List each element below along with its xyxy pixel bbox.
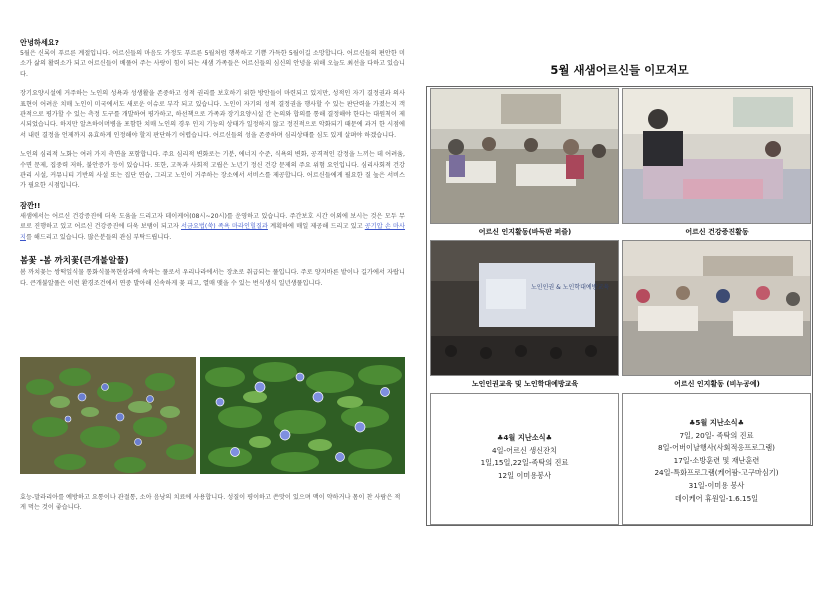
april-news-line: 1일,15일,22일-족탁의 진료 xyxy=(480,458,569,468)
may-news xyxy=(622,417,811,505)
april-news xyxy=(430,432,619,482)
may-news-line: 8일-어버이날행사(사회적응프로그램) xyxy=(658,443,775,453)
notice-link-footbath[interactable]: 서금요법(쑥) 족욕 마라인힐질과 xyxy=(181,223,268,231)
notice-title: 잠깐!! xyxy=(20,200,41,210)
activity-photo-puzzle xyxy=(430,88,619,224)
activity-photo-education xyxy=(430,240,619,376)
flower-photos xyxy=(20,357,405,474)
caption-puzzle: 어르신 인지활동(바둑판 퍼즐) xyxy=(478,228,572,236)
intro-paragraph-2: 장기요양시설에 거주하는 노인의 성욕과 성생활을 존중하고 성적 권리를 보호하기 위한 방안들이 마련되고 있지만, 성적인 자기 결정권과 의사 표현이 어려운 치매 노인이 미국에서도 새로운 이슈로 부각 되고 있습니다. 노인이 자기의 성적 결정권을 행사할 수 있는 판단력을 가졌는지 객관적으로 평가할 수 있는 측정 도구를 개발하여 평가하고, 하선책으로 가족과 장기요양시설 간 논의와 합의를 통해 결정해야 한다는 대원칙이 제시되었습니다. 하지만 알츠하이머병을 포함한 치매 노인의 경우 인지 기능의 상태가 일정하지 않고 정진적으로 악화되기 때문에 과거 한 시점에서 내린 결정을 언제까지 유효하게 인정해야 할지 판단하기 어렵습니다. 어르신들의 성을 존중하며 심리상태를 심도 있게 살펴야 하겠습니다. xyxy=(20,90,405,139)
flower-photo-1 xyxy=(20,357,196,474)
april-news-line: 12일 이미용봉사 xyxy=(497,470,552,480)
caption-health: 어르신 건강증진활동 xyxy=(685,228,749,236)
may-news-line: 데이케어 휴원일-1.6.15일 xyxy=(674,493,759,503)
notice-link-massage[interactable]: 공기압 손 마사지 xyxy=(20,223,406,241)
caption-education: 노인인권교육 및 노인학대예방교육 xyxy=(471,380,579,388)
greeting-title: 안녕하세요? xyxy=(20,38,59,47)
may-news-line: 24일-특화프로그램(케어팜-고구마심기) xyxy=(654,468,779,478)
flower-note: 효능-말라리아를 예방하고 요통이나 관절통, 소아 음낭의 치료에 사용합니다. 성질이 평이하고 쓴맛이 있으며 맥이 약하거나 몸이 찬 사람은 적게 먹는 것이 좋습니다. xyxy=(20,494,401,512)
activity-photo-soap xyxy=(622,240,811,376)
notice-paragraph: 새샘에서는 어르신 건강증진에 더욱 도움을 드리고자 데이케어(08시~20시)를 운영하고 있습니다. 주간보호 시간 이외에 보시는 것은 모두 무료로 진행하고 있고 어르신 건강증진에 더욱 보탬이 되고자 서금요법(쑥) 족욕 마라인힐질과 계획하에 매일 제공해 드리고 있고 공기압 손 마사지를 해드리고 있습니다. 많은분들의 관심 부탁드립니다. xyxy=(20,212,406,241)
intro-paragraph-3: 노인의 심리적 노화는 여러 가지 측면을 포함합니다. 주요 심리적 변화로는 기분, 에너지 수준, 식욕의 변화, 공격적인 감정을 느끼는 데 어려움, 수면 문제, 집중력 저하, 불안증가 등이 있습니다. 또한, 고독과 사회적 고립은 노년기 정신 건강 문제의 주요 위험 요인입니다. 심리사회적 건강 관리 시설, 커뮤니티 기반의 사설 또는 집단 연습, 그리고 노인이 거주하는 장소에서 서비스를 제공합니다. 어르신들에게 필요한 질 높은 서비스가 필요한 시점입니다. xyxy=(20,151,405,190)
caption-soap: 어르신 인지활동 (비누공예) xyxy=(674,380,760,388)
may-news-title: ♣5월 지난소식♣ xyxy=(688,418,745,427)
activity-grid xyxy=(426,86,813,526)
activity-photo-health xyxy=(622,88,811,224)
april-news-title: ♣4월 지난소식♣ xyxy=(496,433,553,442)
left-column xyxy=(20,38,405,298)
may-news-line: 7일, 20일- 족탁의 진료 xyxy=(679,430,754,440)
may-news-line: 17일-소방훈련 및 재난훈련 xyxy=(673,455,760,465)
april-news-line: 4일-어르신 생신잔치 xyxy=(492,445,557,455)
flower-photo-2 xyxy=(200,357,405,474)
may-news-line: 31일-이미용 봉사 xyxy=(688,480,745,490)
flower-title: 봄꽃 -봄 까치꽃(큰개불알풀) xyxy=(20,256,129,267)
intro-paragraph-1: 5월은 신록이 푸르른 계절입니다. 어르신들의 마음도 가정도 푸르른 5월처럼 행복하고 기쁨 가득한 5월이길 소망합니다. 어르신들의 편안한 미소가 삶의 활력소가 되고 어르신들이 베풀어 주는 사랑이 힘이 되는 새샘 가족들은 어르신들의 심신의 안녕을 위해 오늘도 최선을 다하고 있습니다. xyxy=(20,50,405,78)
right-title: 5월 새샘어르신들 이모저모 xyxy=(550,63,689,77)
screen-text: 노인인권 & 노인학대예방교육 xyxy=(531,284,610,291)
flower-description: 봄 까치꽃는 쌍떡잎식물 통화식물목현삼과에 속하는 풀로서 우리나라에서는 장초로 취급되는 풀입니다. 주로 양지바른 밭이나 길가에서 자랍니다. 큰개불알풀은 이런 환경조건에서 연중 발아해 신속하게 꽃 피고, 열매 맺을 수 있는 번식생식 일년생풀입니다. xyxy=(20,269,405,287)
